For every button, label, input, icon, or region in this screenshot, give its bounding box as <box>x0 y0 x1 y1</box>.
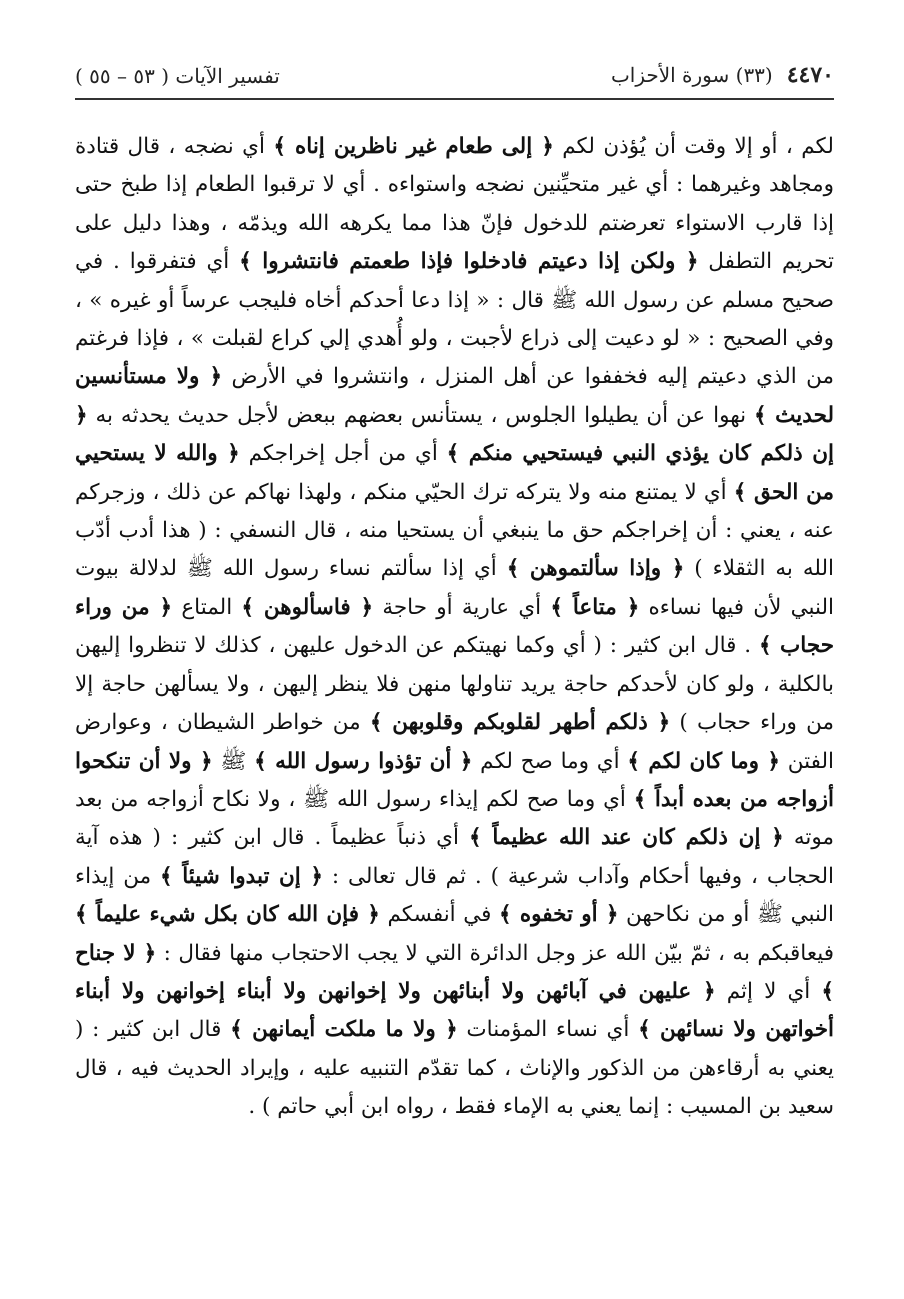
tafsir-body <box>75 128 834 1127</box>
tafsir-paragraph <box>75 128 834 1127</box>
commentary-text: المتاع <box>172 594 242 620</box>
quran-verse: ﴿ ولا أن تنكحوا أزواجه من بعده أبداً ﴾ <box>75 748 834 812</box>
quran-verse: ﴿ إلى طعام غير ناظرين إناه ﴾ <box>273 134 554 159</box>
quran-verse: ﴿ عليهن في آبائهن ولا أبنائهن ولا إخوانهن ولا أبناء إخوانهن ولا أبناء أخواتهن ولا نسائهن ﴾ <box>75 978 835 1043</box>
commentary-text: أي وما صح لكم إيذاء رسول الله ﷺ ، ولا نكاح أزواجه من بعد موته <box>75 786 835 851</box>
quran-verse: ﴿ من وراء حجاب ﴾ <box>75 594 834 659</box>
commentary-text: ﷺ <box>212 748 255 774</box>
page-header <box>75 0 834 88</box>
quran-verse: ﴿ فإن الله كان بكل شيء عليماً ﴾ <box>75 902 380 928</box>
commentary-text: أي من أجل إخراجكم <box>239 441 447 467</box>
commentary-text: أي إذا سألتم نساء رسول الله ﷺ لدلالة بيوت النبي لأن فيها نساءه <box>75 556 835 620</box>
surah-title: (٣٣) سورة الأحزاب <box>610 63 773 87</box>
quran-verse: ﴿ فاسألوهن ﴾ <box>241 594 374 620</box>
page-number: ٤٤٧٠ <box>786 62 834 88</box>
commentary-text: أي نساء المؤمنات <box>457 1017 639 1043</box>
commentary-text: لكم ، أو إلا وقت أن يُؤذن لكم <box>553 134 834 159</box>
commentary-text: أي لا إثم <box>715 978 822 1004</box>
quran-verse: ﴿ ولكن إذا دعيتم فادخلوا فإذا طعمتم فانتشروا ﴾ <box>239 249 699 275</box>
commentary-text: من خواطر الشيطان ، وعوارض الفتن <box>75 710 835 774</box>
commentary-text: نهوا عن أن يطيلوا الجلوس ، يستأنس بعضهم ببعض لأجل حديث يحدثه به <box>87 402 755 428</box>
quran-verse: ﴿ ولا مستأنسين لحديث ﴾ <box>75 364 834 428</box>
section-title: تفسير الآيات ( ٥٣ – ٥٥ ) <box>75 64 280 88</box>
commentary-text: قال ابن كثير : ( يعني به أرقاءهن من الذكور والإناث ، كما تقدّم التنبيه عليه ، وإيراد الحديث فيه ، قال سعيد بن المسيب : إنما يعني به الإماء فقط ، رواه ابن أبي حاتم ) . <box>75 1017 834 1120</box>
quran-verse: ﴿ أن تؤذوا رسول الله ﴾ <box>254 748 473 774</box>
quran-verse: ﴿ والله لا يستحيي من الحق ﴾ <box>75 441 834 505</box>
commentary-text: فيعاقبكم به ، ثمّ بيّن الله عز وجل الدائرة التي لا يجب الاحتجاب منها فقال : <box>156 940 834 966</box>
commentary-text: أي عارية أو حاجة <box>373 594 551 620</box>
quran-verse: ﴿ لا جناح ﴾ <box>75 940 834 1004</box>
quran-verse: ﴿ أو تخفوه ﴾ <box>499 902 619 928</box>
quran-verse: ﴿ ذلكم أطهر لقلوبكم وقلوبهن ﴾ <box>369 710 671 736</box>
commentary-text: أي لا يمتنع منه ولا يتركه ترك الحيّي منكم ، ولهذا نهاكم عن ذلك ، وزجركم عنه ، يعني : أن إخراجكم حق ما ينبغي أن يستحيا منه ، قال النسفي : ( هذا أدب أدّب الله به الثقلاء ) <box>75 479 834 582</box>
quran-verse: ﴿ وما كان لكم ﴾ <box>627 748 780 774</box>
commentary-text: . قال ابن كثير : ( أي وكما نهيتكم عن الدخول عليهن ، كذلك لا تنظروا إليهن بالكلية ، ولو كان لأحدكم حاجة يريد تناولها منهن فلا ينظر إليهن ، ولا يسألهن حاجة إلا من وراء حجاب ) <box>75 633 834 736</box>
commentary-text: في أنفسكم <box>379 902 500 928</box>
commentary-text: أي فتفرقوا . في صحيح مسلم عن رسول الله ﷺ قال : « إذا دعا أحدكم أخاه فليجب عرساً أو غيره » ، وفي الصحيح : « لو دعيت إلى ذراع لأجبت ، ولو أُهدي إلي كراع لقبلت » ، فإذا فرغتم من الذي دعيتم إليه فخففوا عن أهل المنزل ، وانتشروا في الأرض <box>75 249 835 390</box>
commentary-text: أي نضجه ، قال قتادة ومجاهد وغيرهما : أي غير متحيِّنين نضجه واستواءه . أي لا ترقبوا الطعام إذا طبخ حتى إذا قارب الاستواء تعرضتم للدخول فإنّ هذا مما يكرهه الله ويذمّه ، وهذا دليل على تحريم التطفل <box>75 134 834 275</box>
quran-verse: ﴿ إن ذلكم كان عند الله عظيماً ﴾ <box>469 825 784 851</box>
quran-verse: ﴿ متاعاً ﴾ <box>550 594 640 620</box>
commentary-text: أي وما صح لكم <box>472 748 628 774</box>
commentary-text: أي ذنباً عظيماً . قال ابن كثير : ( هذه آية الحجاب ، وفيها أحكام وآداب شرعية ) . ثم قال تعالى : <box>75 825 834 889</box>
quran-verse: ﴿ ولا ما ملكت أيمانهن ﴾ <box>230 1017 458 1043</box>
commentary-text: من إيذاء النبي ﷺ أو من نكاحهن <box>75 863 834 928</box>
quran-verse: ﴿ وإذا سألتموهن ﴾ <box>506 556 685 582</box>
quran-verse: ﴿ إن ذلكم كان يؤذي النبي فيستحيي منكم ﴾ <box>75 402 834 467</box>
quran-verse: ﴿ إن تبدوا شيئاً ﴾ <box>160 863 323 889</box>
header-right <box>611 62 834 88</box>
header-rule <box>75 98 834 100</box>
